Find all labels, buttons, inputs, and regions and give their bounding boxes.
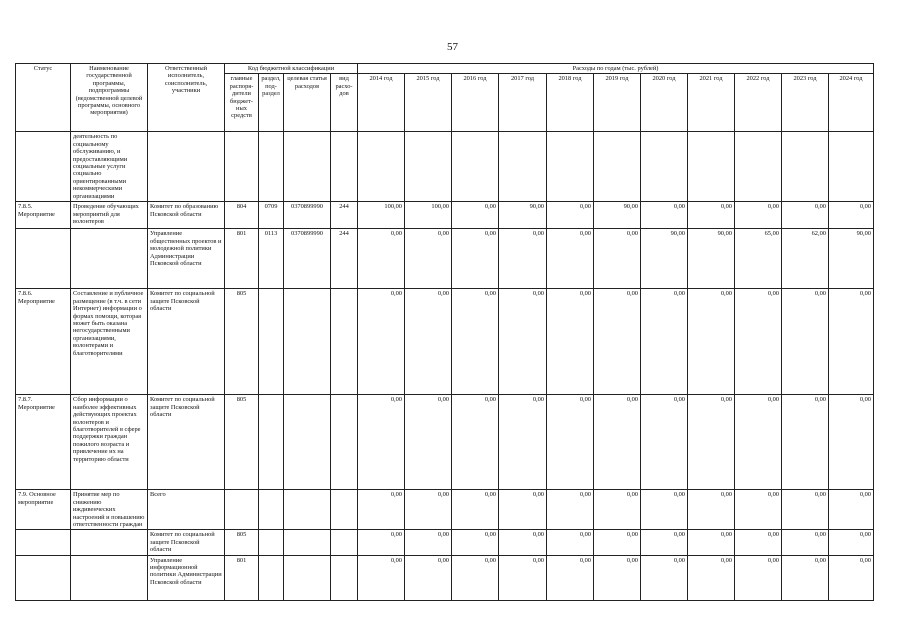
year-value-cell: 90,00 bbox=[641, 229, 688, 289]
year-value-cell bbox=[452, 132, 499, 202]
name-cell bbox=[71, 530, 148, 555]
year-value-cell: 0,00 bbox=[452, 530, 499, 555]
year-value-cell: 0,00 bbox=[452, 555, 499, 600]
executor-cell bbox=[148, 132, 225, 202]
year-value-cell: 90,00 bbox=[499, 202, 547, 229]
executor-cell: Управление общественных проектов и молодежной политики Администрации Псковской области bbox=[148, 229, 225, 289]
vr-cell bbox=[331, 555, 358, 600]
executor-cell: Комитет по социальной защите Псковской области bbox=[148, 289, 225, 395]
status-cell bbox=[16, 229, 71, 289]
grbs-cell: 805 bbox=[225, 530, 259, 555]
col-year: 2023 год bbox=[782, 74, 829, 132]
year-value-cell: 0,00 bbox=[594, 395, 641, 490]
table-row bbox=[16, 490, 874, 530]
year-value-cell: 0,00 bbox=[358, 229, 405, 289]
col-year: 2022 год bbox=[735, 74, 782, 132]
year-value-cell: 0,00 bbox=[641, 202, 688, 229]
grbs-cell bbox=[225, 490, 259, 530]
grbs-cell: 801 bbox=[225, 555, 259, 600]
executor-cell: Управление информационной политики Администрации Псковской области bbox=[148, 555, 225, 600]
year-value-cell bbox=[405, 132, 452, 202]
year-value-cell: 0,00 bbox=[499, 289, 547, 395]
year-value-cell: 0,00 bbox=[594, 530, 641, 555]
year-value-cell: 65,00 bbox=[735, 229, 782, 289]
grbs-cell: 804 bbox=[225, 202, 259, 229]
grbs-cell: 805 bbox=[225, 395, 259, 490]
year-value-cell: 100,00 bbox=[358, 202, 405, 229]
name-cell: Проведение обучающих мероприятий для волонтеров bbox=[71, 202, 148, 229]
csr-cell bbox=[284, 555, 331, 600]
year-value-cell: 0,00 bbox=[594, 490, 641, 530]
year-value-cell: 0,00 bbox=[358, 555, 405, 600]
col-grbs: главные распоря-дители бюджет-ных средств bbox=[225, 74, 259, 132]
page-number: 57 bbox=[447, 41, 458, 53]
year-value-cell: 90,00 bbox=[829, 229, 874, 289]
col-csr: целевая статья расходов bbox=[284, 74, 331, 132]
table-row bbox=[16, 289, 874, 395]
col-razdel: раздел, под-раздел bbox=[259, 74, 284, 132]
table-row bbox=[16, 202, 874, 229]
status-cell: 7.8.7. Мероприятие bbox=[16, 395, 71, 490]
year-value-cell: 0,00 bbox=[688, 555, 735, 600]
col-executor: Ответственный исполнитель, соисполнитель, участники bbox=[148, 64, 225, 132]
vr-cell bbox=[331, 490, 358, 530]
year-value-cell: 0,00 bbox=[641, 395, 688, 490]
year-value-cell: 0,00 bbox=[829, 395, 874, 490]
col-year: 2016 год bbox=[452, 74, 499, 132]
name-cell: Сбор информации о наиболее эффективных действующих проектах волонтеров и благотворителей в сфере поддержки граждан пожилого возраста и привлечение их на территорию области bbox=[71, 395, 148, 490]
razdel-cell: 0709 bbox=[259, 202, 284, 229]
vr-cell bbox=[331, 289, 358, 395]
year-value-cell: 0,00 bbox=[782, 395, 829, 490]
year-value-cell: 0,00 bbox=[594, 555, 641, 600]
vr-cell: 244 bbox=[331, 202, 358, 229]
year-value-cell: 90,00 bbox=[688, 229, 735, 289]
year-value-cell: 0,00 bbox=[452, 490, 499, 530]
name-cell: деятельность по социальному обслуживанию, и предоставляющими социальные услуги социально ориентированными некоммерческими организациями bbox=[71, 132, 148, 202]
year-value-cell: 0,00 bbox=[452, 289, 499, 395]
col-budget-code: Код бюджетной классификации bbox=[225, 64, 358, 74]
budget-table bbox=[15, 63, 874, 601]
executor-cell: Комитет по образованию Псковской области bbox=[148, 202, 225, 229]
year-value-cell: 0,00 bbox=[829, 490, 874, 530]
table-row bbox=[16, 229, 874, 289]
year-value-cell: 0,00 bbox=[405, 395, 452, 490]
year-value-cell: 0,00 bbox=[405, 555, 452, 600]
year-value-cell: 0,00 bbox=[735, 289, 782, 395]
year-value-cell: 0,00 bbox=[735, 530, 782, 555]
year-value-cell bbox=[829, 132, 874, 202]
col-expenses: Расходы по годам (тыс. рублей) bbox=[358, 64, 874, 74]
table-row bbox=[16, 530, 874, 555]
year-value-cell: 0,00 bbox=[405, 490, 452, 530]
status-cell bbox=[16, 132, 71, 202]
year-value-cell bbox=[594, 132, 641, 202]
year-value-cell: 0,00 bbox=[547, 289, 594, 395]
year-value-cell bbox=[499, 132, 547, 202]
col-year: 2018 год bbox=[547, 74, 594, 132]
year-value-cell: 0,00 bbox=[688, 395, 735, 490]
year-value-cell: 0,00 bbox=[829, 289, 874, 395]
razdel-cell bbox=[259, 395, 284, 490]
razdel-cell bbox=[259, 530, 284, 555]
year-value-cell: 0,00 bbox=[829, 555, 874, 600]
year-value-cell bbox=[782, 132, 829, 202]
col-vr: вид расхо-дов bbox=[331, 74, 358, 132]
year-value-cell: 0,00 bbox=[782, 202, 829, 229]
year-value-cell: 0,00 bbox=[782, 555, 829, 600]
year-value-cell: 0,00 bbox=[782, 289, 829, 395]
razdel-cell bbox=[259, 490, 284, 530]
year-value-cell: 0,00 bbox=[829, 202, 874, 229]
year-value-cell: 100,00 bbox=[405, 202, 452, 229]
name-cell: Принятие мер по снижению иждивенческих настроений и повышению ответственности граждан bbox=[71, 490, 148, 530]
year-value-cell: 0,00 bbox=[405, 229, 452, 289]
year-value-cell: 0,00 bbox=[499, 395, 547, 490]
year-value-cell: 0,00 bbox=[358, 395, 405, 490]
year-value-cell: 0,00 bbox=[735, 555, 782, 600]
year-value-cell: 0,00 bbox=[452, 229, 499, 289]
executor-cell: Комитет по социальной защите Псковской области bbox=[148, 530, 225, 555]
col-year: 2017 год bbox=[499, 74, 547, 132]
col-year: 2020 год bbox=[641, 74, 688, 132]
table-row bbox=[16, 395, 874, 490]
razdel-cell: 0113 bbox=[259, 229, 284, 289]
grbs-cell: 805 bbox=[225, 289, 259, 395]
year-value-cell: 0,00 bbox=[452, 395, 499, 490]
status-cell: 7.9. Основное мероприятие bbox=[16, 490, 71, 530]
year-value-cell: 0,00 bbox=[358, 289, 405, 395]
year-value-cell: 0,00 bbox=[547, 530, 594, 555]
year-value-cell bbox=[735, 132, 782, 202]
col-status: Статус bbox=[16, 64, 71, 132]
executor-cell: Комитет по социальной защите Псковской области bbox=[148, 395, 225, 490]
csr-cell bbox=[284, 530, 331, 555]
year-value-cell: 90,00 bbox=[594, 202, 641, 229]
year-value-cell: 0,00 bbox=[499, 530, 547, 555]
year-value-cell: 0,00 bbox=[499, 229, 547, 289]
year-value-cell: 0,00 bbox=[405, 289, 452, 395]
year-value-cell: 0,00 bbox=[735, 490, 782, 530]
year-value-cell: 0,00 bbox=[688, 289, 735, 395]
year-value-cell: 0,00 bbox=[547, 555, 594, 600]
year-value-cell: 0,00 bbox=[641, 530, 688, 555]
razdel-cell bbox=[259, 132, 284, 202]
year-value-cell: 0,00 bbox=[547, 202, 594, 229]
year-value-cell: 0,00 bbox=[405, 530, 452, 555]
year-value-cell: 0,00 bbox=[547, 395, 594, 490]
year-value-cell: 0,00 bbox=[782, 530, 829, 555]
year-value-cell: 0,00 bbox=[358, 490, 405, 530]
year-value-cell: 0,00 bbox=[547, 229, 594, 289]
year-value-cell bbox=[358, 132, 405, 202]
year-value-cell: 0,00 bbox=[358, 530, 405, 555]
grbs-cell: 801 bbox=[225, 229, 259, 289]
year-value-cell: 0,00 bbox=[547, 490, 594, 530]
vr-cell: 244 bbox=[331, 229, 358, 289]
year-value-cell: 0,00 bbox=[782, 490, 829, 530]
year-value-cell: 0,00 bbox=[594, 229, 641, 289]
year-value-cell: 0,00 bbox=[499, 490, 547, 530]
year-value-cell bbox=[547, 132, 594, 202]
year-value-cell bbox=[688, 132, 735, 202]
executor-cell: Всего bbox=[148, 490, 225, 530]
year-value-cell: 0,00 bbox=[688, 530, 735, 555]
status-cell: 7.8.5. Мероприятие bbox=[16, 202, 71, 229]
year-value-cell: 62,00 bbox=[782, 229, 829, 289]
status-cell: 7.8.6. Мероприятие bbox=[16, 289, 71, 395]
year-value-cell: 0,00 bbox=[735, 395, 782, 490]
vr-cell bbox=[331, 132, 358, 202]
name-cell: Составление и публичное размещение (в т.ч. в сети Интернет) информации о формах помощи, которая может быть оказана негосударственными организациями, волонтерами и благотворителями bbox=[71, 289, 148, 395]
name-cell bbox=[71, 555, 148, 600]
year-value-cell: 0,00 bbox=[641, 555, 688, 600]
csr-cell bbox=[284, 490, 331, 530]
col-name: Наименование государственной программы, подпрограммы (ведомственной целевой программы, основного мероприятия) bbox=[71, 64, 148, 132]
csr-cell bbox=[284, 132, 331, 202]
col-year: 2014 год bbox=[358, 74, 405, 132]
col-year: 2015 год bbox=[405, 74, 452, 132]
csr-cell bbox=[284, 395, 331, 490]
year-value-cell: 0,00 bbox=[641, 289, 688, 395]
table-row bbox=[16, 132, 874, 202]
name-cell bbox=[71, 229, 148, 289]
vr-cell bbox=[331, 395, 358, 490]
status-cell bbox=[16, 555, 71, 600]
col-year: 2019 год bbox=[594, 74, 641, 132]
year-value-cell: 0,00 bbox=[499, 555, 547, 600]
col-year: 2024 год bbox=[829, 74, 874, 132]
year-value-cell: 0,00 bbox=[829, 530, 874, 555]
razdel-cell bbox=[259, 289, 284, 395]
vr-cell bbox=[331, 530, 358, 555]
year-value-cell: 0,00 bbox=[688, 490, 735, 530]
year-value-cell: 0,00 bbox=[594, 289, 641, 395]
table-row bbox=[16, 555, 874, 600]
csr-cell bbox=[284, 289, 331, 395]
year-value-cell: 0,00 bbox=[735, 202, 782, 229]
status-cell bbox=[16, 530, 71, 555]
razdel-cell bbox=[259, 555, 284, 600]
year-value-cell: 0,00 bbox=[688, 202, 735, 229]
csr-cell: 0370899990 bbox=[284, 202, 331, 229]
grbs-cell bbox=[225, 132, 259, 202]
year-value-cell: 0,00 bbox=[452, 202, 499, 229]
year-value-cell bbox=[641, 132, 688, 202]
year-value-cell: 0,00 bbox=[641, 490, 688, 530]
col-year: 2021 год bbox=[688, 74, 735, 132]
csr-cell: 0370899990 bbox=[284, 229, 331, 289]
